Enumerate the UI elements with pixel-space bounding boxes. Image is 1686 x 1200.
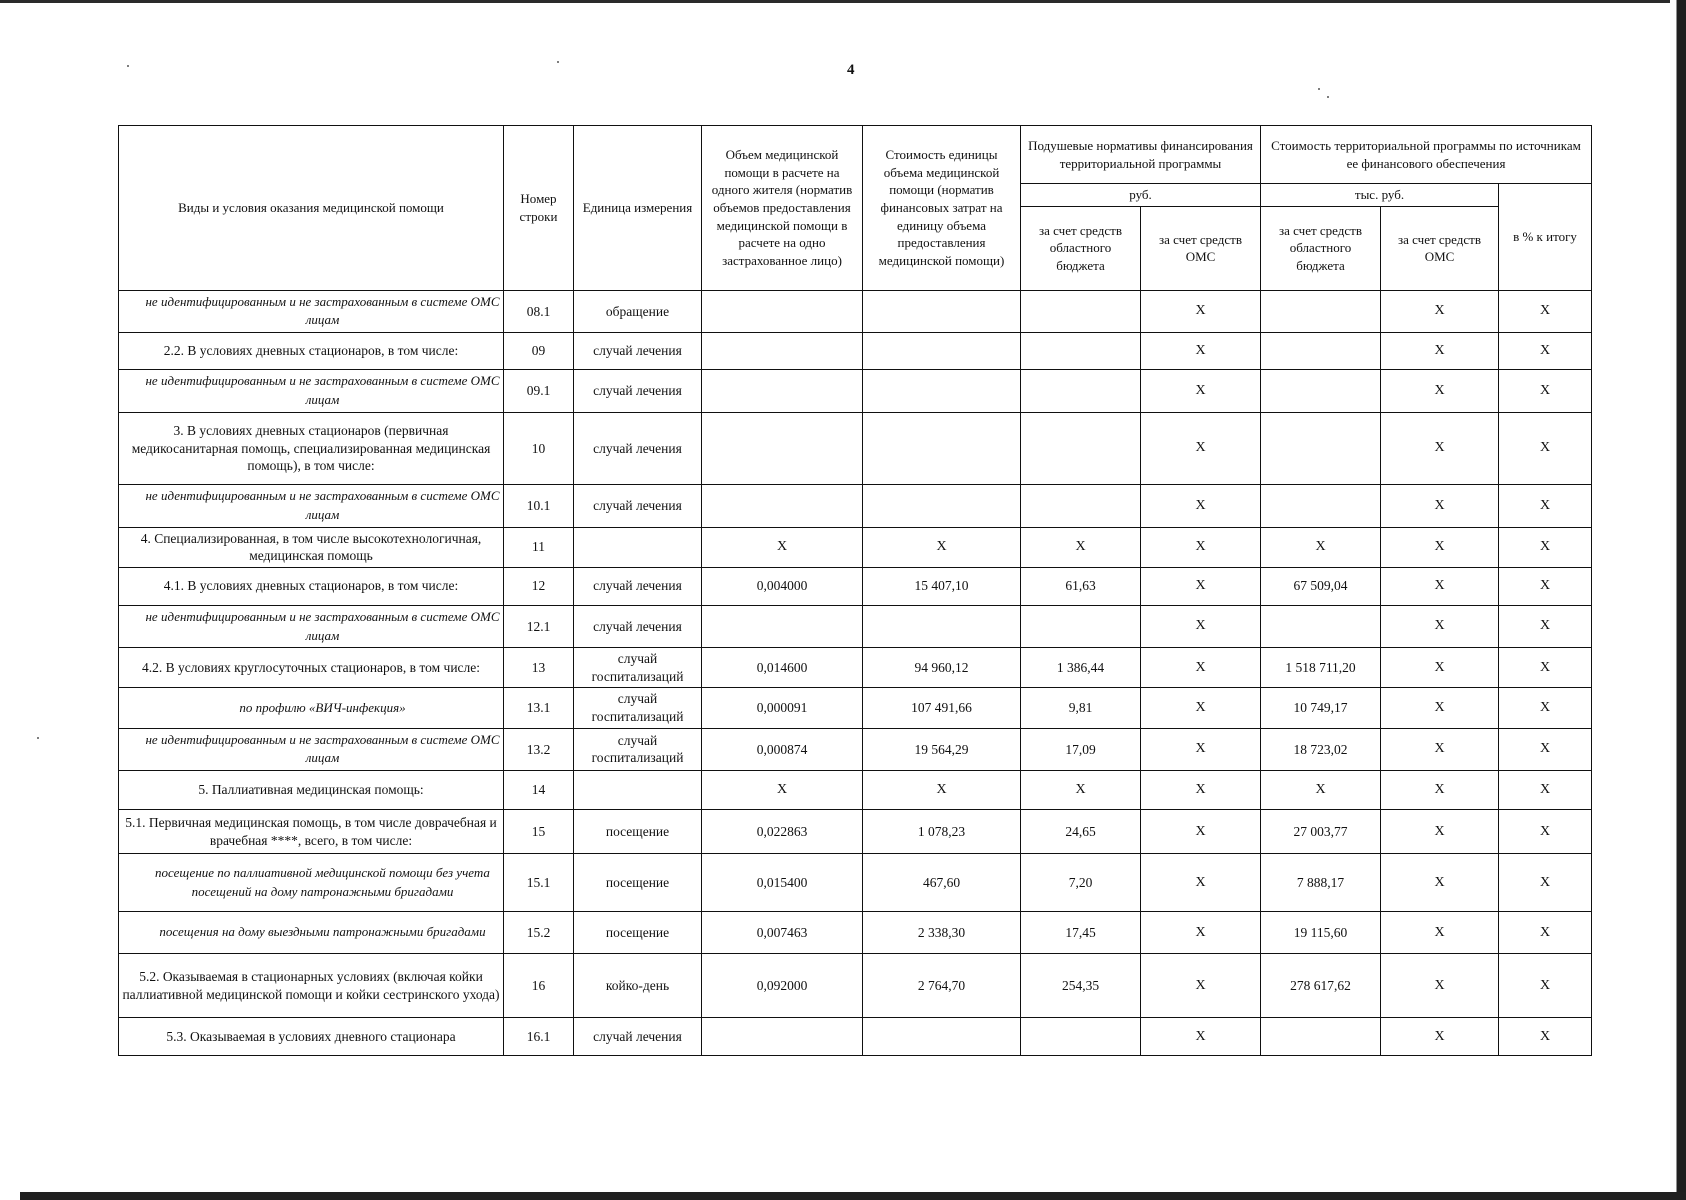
header-program-budget: за счет средств областного бюджета <box>1261 206 1381 290</box>
scan-speck <box>1318 88 1320 90</box>
cell-name: 5. Паллиативная медицинская помощь: <box>119 771 504 810</box>
table-row <box>119 771 1592 810</box>
table-row <box>119 1018 1592 1056</box>
cell-name: 4.2. В условиях круглосуточных стационаров, в том числе: <box>119 648 504 688</box>
cell-percent: X <box>1499 484 1592 527</box>
cell-name: 2.2. В условиях дневных стационаров, в том числе: <box>119 333 504 370</box>
cell-unit: посещение <box>574 810 702 854</box>
cell-program-budget: 7 888,17 <box>1261 854 1381 912</box>
cell-unit: случай лечения <box>574 333 702 370</box>
cell-unit-cost: 467,60 <box>863 854 1021 912</box>
header-per-capita-oms: за счет средств ОМС <box>1141 206 1261 290</box>
table-row <box>119 333 1592 370</box>
cell-program-oms: X <box>1381 333 1499 370</box>
cell-unit <box>574 771 702 810</box>
cell-program-oms: X <box>1381 567 1499 605</box>
cell-volume <box>702 333 863 370</box>
cell-volume: X <box>702 771 863 810</box>
cell-row-number: 12.1 <box>504 605 574 648</box>
table-row <box>119 290 1592 333</box>
cell-percent: X <box>1499 527 1592 567</box>
cell-unit-cost <box>863 605 1021 648</box>
cell-percent: X <box>1499 954 1592 1018</box>
table-row <box>119 412 1592 484</box>
table-row <box>119 728 1592 771</box>
cell-percent: X <box>1499 333 1592 370</box>
cell-unit-cost <box>863 412 1021 484</box>
cell-unit: случай лечения <box>574 370 702 413</box>
cell-per-capita-oms: X <box>1141 1018 1261 1056</box>
cell-volume: 0,015400 <box>702 854 863 912</box>
cell-program-oms: X <box>1381 484 1499 527</box>
cell-per-capita-budget: 17,45 <box>1021 912 1141 954</box>
scan-speck <box>37 737 39 739</box>
cell-program-budget: 18 723,02 <box>1261 728 1381 771</box>
cell-unit-cost: 19 564,29 <box>863 728 1021 771</box>
header-volume: Объем медицинской помощи в расчете на одного жителя (норматив объемов предоставления медицинской помощи в расчете на одно застрахованное лицо) <box>702 126 863 291</box>
cell-program-budget: 1 518 711,20 <box>1261 648 1381 688</box>
header-program-cost: Стоимость территориальной программы по источникам ее финансового обеспечения <box>1261 126 1592 184</box>
cell-name: по профилю «ВИЧ-инфекция» <box>119 688 504 728</box>
cell-unit: случай госпитализаций <box>574 728 702 771</box>
cell-volume <box>702 370 863 413</box>
cell-row-number: 16 <box>504 954 574 1018</box>
cell-name: посещение по паллиативной медицинской помощи без учета посещений на дому патронажными бригадами <box>119 854 504 912</box>
cell-program-oms: X <box>1381 648 1499 688</box>
cell-volume <box>702 412 863 484</box>
cell-program-oms: X <box>1381 771 1499 810</box>
cell-percent: X <box>1499 854 1592 912</box>
header-unit: Единица измерения <box>574 126 702 291</box>
header-percent-total: в % к итогу <box>1499 184 1592 291</box>
cell-per-capita-budget: 254,35 <box>1021 954 1141 1018</box>
cell-volume <box>702 290 863 333</box>
cell-name: 4.1. В условиях дневных стационаров, в том числе: <box>119 567 504 605</box>
cell-row-number: 11 <box>504 527 574 567</box>
cell-program-oms: X <box>1381 854 1499 912</box>
table-row <box>119 370 1592 413</box>
cell-per-capita-oms: X <box>1141 527 1261 567</box>
cell-per-capita-budget <box>1021 484 1141 527</box>
cell-percent: X <box>1499 912 1592 954</box>
cell-unit-cost: X <box>863 771 1021 810</box>
cell-program-oms: X <box>1381 810 1499 854</box>
cell-name: 3. В условиях дневных стационаров (первичная медикосанитарная помощь, специализированная медицинская помощь), в том числе: <box>119 412 504 484</box>
cell-per-capita-oms: X <box>1141 412 1261 484</box>
cell-volume: 0,004000 <box>702 567 863 605</box>
table-row <box>119 605 1592 648</box>
cell-per-capita-oms: X <box>1141 290 1261 333</box>
medical-care-table <box>118 125 1592 1056</box>
cell-percent: X <box>1499 605 1592 648</box>
cell-row-number: 14 <box>504 771 574 810</box>
cell-program-budget: 278 617,62 <box>1261 954 1381 1018</box>
cell-unit-cost: 2 338,30 <box>863 912 1021 954</box>
cell-per-capita-oms: X <box>1141 771 1261 810</box>
cell-unit-cost <box>863 484 1021 527</box>
cell-program-oms: X <box>1381 688 1499 728</box>
cell-program-oms: X <box>1381 728 1499 771</box>
cell-unit: случай лечения <box>574 484 702 527</box>
cell-program-oms: X <box>1381 290 1499 333</box>
cell-row-number: 08.1 <box>504 290 574 333</box>
cell-unit-cost <box>863 290 1021 333</box>
table-row <box>119 567 1592 605</box>
header-type: Виды и условия оказания медицинской помощи <box>119 126 504 291</box>
cell-per-capita-budget: X <box>1021 527 1141 567</box>
cell-row-number: 15.2 <box>504 912 574 954</box>
table-row <box>119 854 1592 912</box>
scan-border-right <box>1670 0 1686 1200</box>
cell-per-capita-budget: 17,09 <box>1021 728 1141 771</box>
cell-name: не идентифицированным и не застрахованным в системе ОМС лицам <box>119 370 504 413</box>
cell-program-budget: 27 003,77 <box>1261 810 1381 854</box>
cell-row-number: 10 <box>504 412 574 484</box>
cell-row-number: 15.1 <box>504 854 574 912</box>
cell-volume: 0,000091 <box>702 688 863 728</box>
cell-percent: X <box>1499 1018 1592 1056</box>
cell-volume: 0,007463 <box>702 912 863 954</box>
cell-volume <box>702 605 863 648</box>
cell-name: не идентифицированным и не застрахованным в системе ОМС лицам <box>119 605 504 648</box>
cell-percent: X <box>1499 290 1592 333</box>
cell-row-number: 10.1 <box>504 484 574 527</box>
cell-name: посещения на дому выездными патронажными бригадами <box>119 912 504 954</box>
cell-per-capita-budget <box>1021 412 1141 484</box>
cell-unit-cost: 15 407,10 <box>863 567 1021 605</box>
cell-program-oms: X <box>1381 370 1499 413</box>
cell-name: не идентифицированным и не застрахованным в системе ОМС лицам <box>119 484 504 527</box>
cell-unit: обращение <box>574 290 702 333</box>
header-program-cost-unit: тыс. руб. <box>1261 184 1499 207</box>
cell-per-capita-oms: X <box>1141 370 1261 413</box>
cell-program-budget <box>1261 1018 1381 1056</box>
page-number: 4 <box>847 62 855 78</box>
cell-name: не идентифицированным и не застрахованным в системе ОМС лицам <box>119 290 504 333</box>
cell-percent: X <box>1499 728 1592 771</box>
cell-program-budget: X <box>1261 771 1381 810</box>
cell-per-capita-budget: 24,65 <box>1021 810 1141 854</box>
cell-per-capita-oms: X <box>1141 954 1261 1018</box>
cell-unit-cost: 1 078,23 <box>863 810 1021 854</box>
cell-unit: посещение <box>574 912 702 954</box>
cell-row-number: 13.1 <box>504 688 574 728</box>
scan-border-top <box>0 0 1686 3</box>
header-program-oms: за счет средств ОМС <box>1381 206 1499 290</box>
cell-percent: X <box>1499 688 1592 728</box>
table-row <box>119 527 1592 567</box>
cell-row-number: 13.2 <box>504 728 574 771</box>
cell-program-budget <box>1261 484 1381 527</box>
cell-percent: X <box>1499 810 1592 854</box>
cell-unit: случай лечения <box>574 605 702 648</box>
cell-per-capita-oms: X <box>1141 912 1261 954</box>
cell-per-capita-oms: X <box>1141 605 1261 648</box>
cell-unit: случай лечения <box>574 567 702 605</box>
cell-program-oms: X <box>1381 912 1499 954</box>
cell-name: 5.2. Оказываемая в стационарных условиях (включая койки паллиативной медицинской помощи и койки сестринского ухода) <box>119 954 504 1018</box>
table-row <box>119 484 1592 527</box>
cell-row-number: 12 <box>504 567 574 605</box>
cell-row-number: 16.1 <box>504 1018 574 1056</box>
cell-percent: X <box>1499 370 1592 413</box>
cell-per-capita-budget: 61,63 <box>1021 567 1141 605</box>
table-row <box>119 810 1592 854</box>
cell-program-oms: X <box>1381 954 1499 1018</box>
cell-row-number: 09 <box>504 333 574 370</box>
cell-per-capita-budget <box>1021 605 1141 648</box>
cell-program-budget <box>1261 370 1381 413</box>
cell-per-capita-budget <box>1021 370 1141 413</box>
cell-percent: X <box>1499 771 1592 810</box>
cell-program-budget <box>1261 412 1381 484</box>
cell-program-oms: X <box>1381 527 1499 567</box>
cell-percent: X <box>1499 412 1592 484</box>
cell-unit-cost <box>863 370 1021 413</box>
cell-per-capita-oms: X <box>1141 810 1261 854</box>
cell-unit-cost: X <box>863 527 1021 567</box>
cell-row-number: 15 <box>504 810 574 854</box>
table-row <box>119 912 1592 954</box>
cell-per-capita-budget: X <box>1021 771 1141 810</box>
cell-row-number: 13 <box>504 648 574 688</box>
cell-percent: X <box>1499 648 1592 688</box>
scan-border-bottom <box>20 1192 1686 1200</box>
scan-speck <box>127 65 129 67</box>
cell-program-budget: 67 509,04 <box>1261 567 1381 605</box>
cell-per-capita-budget <box>1021 290 1141 333</box>
cell-name: 5.1. Первичная медицинская помощь, в том числе доврачебная и врачебная ****, всего, в том числе: <box>119 810 504 854</box>
cell-program-budget <box>1261 290 1381 333</box>
cell-unit: случай госпитализаций <box>574 648 702 688</box>
table-row <box>119 954 1592 1018</box>
cell-unit: случай лечения <box>574 1018 702 1056</box>
cell-per-capita-budget: 1 386,44 <box>1021 648 1141 688</box>
cell-program-budget: 10 749,17 <box>1261 688 1381 728</box>
cell-per-capita-oms: X <box>1141 333 1261 370</box>
table-row <box>119 648 1592 688</box>
table-row <box>119 688 1592 728</box>
cell-per-capita-oms: X <box>1141 728 1261 771</box>
cell-program-budget: 19 115,60 <box>1261 912 1381 954</box>
cell-per-capita-budget <box>1021 333 1141 370</box>
cell-volume: 0,014600 <box>702 648 863 688</box>
cell-name: 5.3. Оказываемая в условиях дневного стационара <box>119 1018 504 1056</box>
cell-program-oms: X <box>1381 1018 1499 1056</box>
cell-per-capita-oms: X <box>1141 567 1261 605</box>
cell-per-capita-oms: X <box>1141 648 1261 688</box>
header-per-capita: Подушевые нормативы финансирования территориальной программы <box>1021 126 1261 184</box>
cell-program-budget <box>1261 333 1381 370</box>
cell-program-oms: X <box>1381 605 1499 648</box>
cell-volume: 0,000874 <box>702 728 863 771</box>
cell-per-capita-budget: 7,20 <box>1021 854 1141 912</box>
cell-unit <box>574 527 702 567</box>
cell-unit-cost <box>863 1018 1021 1056</box>
cell-name: не идентифицированным и не застрахованным в системе ОМС лицам <box>119 728 504 771</box>
cell-program-budget: X <box>1261 527 1381 567</box>
cell-volume: X <box>702 527 863 567</box>
cell-unit: посещение <box>574 854 702 912</box>
cell-unit-cost: 107 491,66 <box>863 688 1021 728</box>
cell-volume: 0,022863 <box>702 810 863 854</box>
header-unit-cost: Стоимость единицы объема медицинской помощи (норматив финансовых затрат на единицу объема предоставления медицинской помощи) <box>863 126 1021 291</box>
cell-unit-cost: 2 764,70 <box>863 954 1021 1018</box>
cell-per-capita-budget <box>1021 1018 1141 1056</box>
cell-volume: 0,092000 <box>702 954 863 1018</box>
cell-row-number: 09.1 <box>504 370 574 413</box>
cell-program-budget <box>1261 605 1381 648</box>
scan-speck <box>1327 96 1329 98</box>
cell-unit: случай лечения <box>574 412 702 484</box>
cell-per-capita-oms: X <box>1141 854 1261 912</box>
header-row-number: Номер строки <box>504 126 574 291</box>
header-per-capita-budget: за счет средств областного бюджета <box>1021 206 1141 290</box>
cell-unit-cost: 94 960,12 <box>863 648 1021 688</box>
cell-name: 4. Специализированная, в том числе высокотехнологичная, медицинская помощь <box>119 527 504 567</box>
cell-program-oms: X <box>1381 412 1499 484</box>
cell-unit: случай госпитализаций <box>574 688 702 728</box>
scan-speck <box>557 61 559 63</box>
cell-per-capita-oms: X <box>1141 484 1261 527</box>
cell-per-capita-budget: 9,81 <box>1021 688 1141 728</box>
cell-per-capita-oms: X <box>1141 688 1261 728</box>
cell-volume <box>702 484 863 527</box>
cell-unit-cost <box>863 333 1021 370</box>
header-per-capita-unit: руб. <box>1021 184 1261 207</box>
cell-volume <box>702 1018 863 1056</box>
cell-unit: койко-день <box>574 954 702 1018</box>
cell-percent: X <box>1499 567 1592 605</box>
